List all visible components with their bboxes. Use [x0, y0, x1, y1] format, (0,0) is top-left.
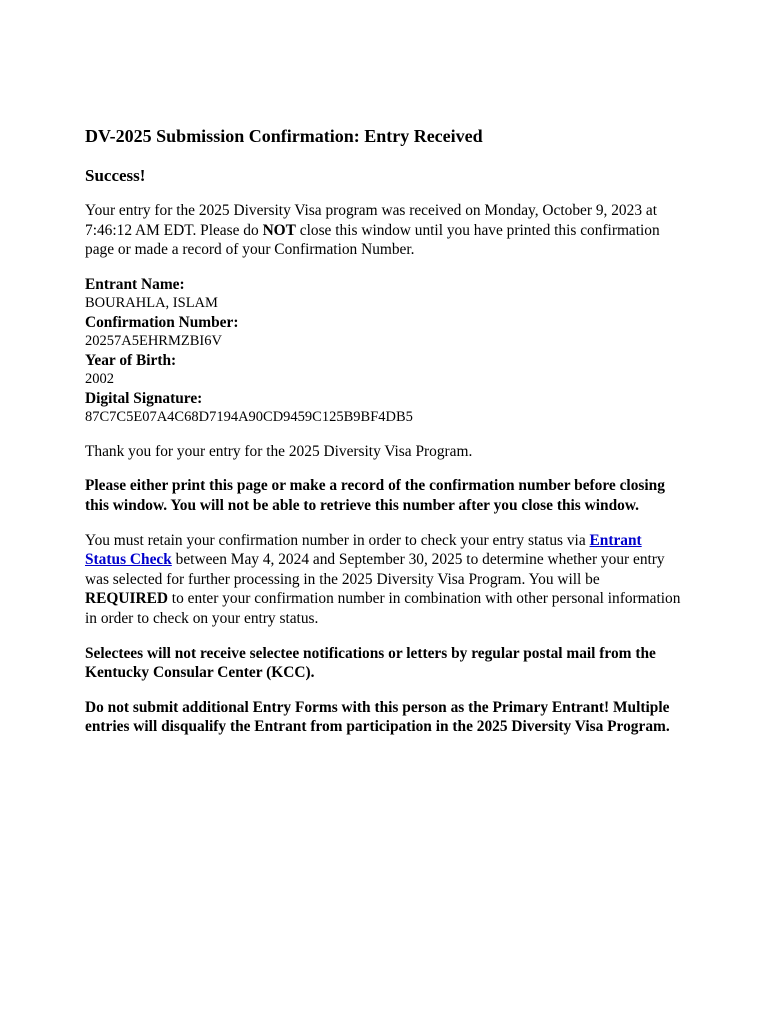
entrant-details	[85, 275, 685, 427]
print-warning: Please either print this page or make a record of the confirmation number before closing this window. You will not be able to retrieve this number after you close this window.	[85, 477, 665, 514]
digital-signature-value: 87C7C5E07A4C68D7194A90CD9459C125B9BF4DB5	[85, 408, 413, 425]
entrant-status-check-link[interactable]: Entrant Status Check	[85, 531, 642, 569]
digital-signature-label: Digital Signature:	[85, 389, 203, 407]
confirmation-page	[85, 125, 685, 752]
thanks-paragraph: Thank you for your entry for the 2025 Diversity Visa Program.	[85, 442, 473, 460]
not-emphasis: NOT	[262, 221, 296, 239]
year-of-birth-label: Year of Birth:	[85, 351, 177, 369]
entrant-name-label: Entrant Name:	[85, 275, 185, 293]
intro-paragraph: Your entry for the 2025 Diversity Visa program was received on Monday, October 9, 2023 at 7:46:12 AM EDT. Please do NOT close this window until you have printed this confirmation page or made a record of your Confirmation Number.	[85, 202, 660, 259]
required-emphasis: REQUIRED	[85, 590, 168, 608]
success-heading: Success!	[85, 166, 146, 185]
confirmation-number-label: Confirmation Number:	[85, 313, 239, 331]
page-title: DV-2025 Submission Confirmation: Entry Received	[85, 126, 483, 146]
year-of-birth-value: 2002	[85, 370, 114, 387]
entrant-name-value: BOURAHLA, ISLAM	[85, 294, 218, 311]
selectees-notice: Selectees will not receive selectee notifications or letters by regular postal mail from the Kentucky Consular Center (KCC).	[85, 644, 656, 682]
confirmation-number-value: 20257A5EHRMZBI6V	[85, 332, 222, 349]
duplicate-entry-warning: Do not submit additional Entry Forms with this person as the Primary Entrant! Multiple entries will disqualify the Entrant from participation in the 2025 Diversity Visa Program.	[85, 698, 670, 736]
retain-paragraph: You must retain your confirmation number in order to check your entry status via Entrant Status Check between May 4, 2024 and September 30, 2025 to determine whether your entry was selected for further processing in the 2025 Diversity Visa Program. You will be REQUIRED to enter your confirmation number in combination with other personal information in order to check on your entry status.	[85, 531, 681, 627]
